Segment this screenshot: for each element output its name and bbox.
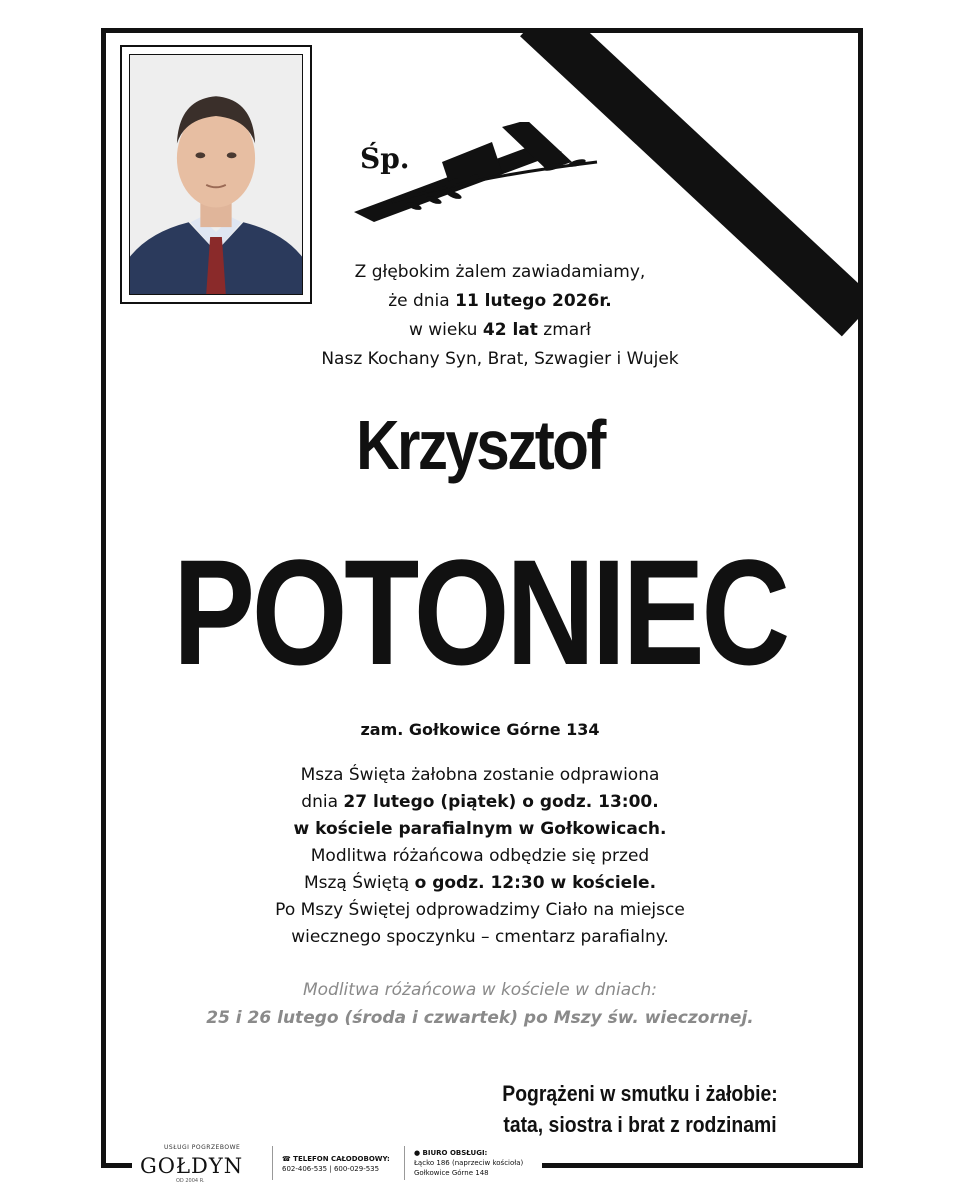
office-line-1: Łącko 186 (naprzeciw kościoła) <box>414 1159 524 1167</box>
phone-icon: ☎ <box>282 1155 291 1163</box>
office-line-2: Gołkowice Górne 148 <box>414 1169 489 1177</box>
mass-line-7: wiecznego spoczynku – cmentarz parafialny. <box>291 927 669 947</box>
mass-line-1: Msza Święta żałobna zostanie odprawiona <box>300 765 660 785</box>
footer-divider <box>404 1146 405 1180</box>
funeral-home-footer <box>132 1140 542 1184</box>
first-name: Krzysztof <box>356 406 604 484</box>
brand-logo: GOŁDYN <box>140 1154 244 1178</box>
office-block: ● BIURO OBSŁUGI: Łącko 186 (naprzeciw kościoła) Gołkowice Górne 148 <box>414 1149 524 1177</box>
rosary-info <box>150 976 810 1032</box>
sp-emblem <box>352 122 602 222</box>
mass-line-2: dnia 27 lutego (piątek) o godz. 13:00. <box>301 792 659 812</box>
address: zam. Gołkowice Górne 134 <box>360 720 600 739</box>
location-pin-icon: ● <box>414 1149 421 1157</box>
last-name: POTONIEC <box>173 528 787 696</box>
mass-info <box>170 762 790 951</box>
mass-line-4: Modlitwa różańcowa odbędzie się przed <box>310 846 650 866</box>
intro-line-4: Nasz Kochany Syn, Brat, Szwagier i Wujek <box>321 349 679 369</box>
intro-line-1: Z głębokim żalem zawiadamiamy, <box>354 262 646 282</box>
mass-line-6: Po Mszy Świętej odprowadzimy Ciało na miejsce <box>275 900 685 920</box>
phone-numbers: 602-406-535 | 600-029-535 <box>282 1165 380 1173</box>
brand-since: OD 2004 R. <box>176 1178 205 1184</box>
mass-line-3: w kościele parafialnym w Gołkowicach. <box>293 819 667 839</box>
rosary-line-1: Modlitwa różańcowa w kościele w dniach: <box>302 980 658 1000</box>
mass-line-5: Mszą Świętą o godz. 12:30 w kościele. <box>303 873 657 893</box>
mourners-line-1: Pogrążeni w smutku i żałobie: <box>502 1081 778 1106</box>
rosary-line-2: 25 i 26 lutego (środa i czwartek) po Mszy św. wieczornej. <box>206 1008 754 1028</box>
phone-block: ☎ TELEFON CAŁODOBOWY: 602-406-535 | 600-029-535 <box>282 1155 390 1173</box>
age: 42 lat <box>482 320 538 340</box>
intro-line-3: w wieku 42 lat zmarł <box>408 320 592 340</box>
death-date: 11 lutego 2026r. <box>455 291 612 311</box>
sp-text: Śp. <box>360 142 410 175</box>
intro-text <box>250 258 750 374</box>
mourners <box>473 1078 807 1140</box>
brand-tagline: USŁUGI POGRZEBOWE <box>164 1144 241 1151</box>
intro-line-2: że dnia 11 lutego 2026r. <box>388 291 612 311</box>
footer-divider <box>272 1146 273 1180</box>
mourners-line-2: tata, siostra i brat z rodzinami <box>503 1112 777 1137</box>
cross-icon <box>352 122 602 222</box>
